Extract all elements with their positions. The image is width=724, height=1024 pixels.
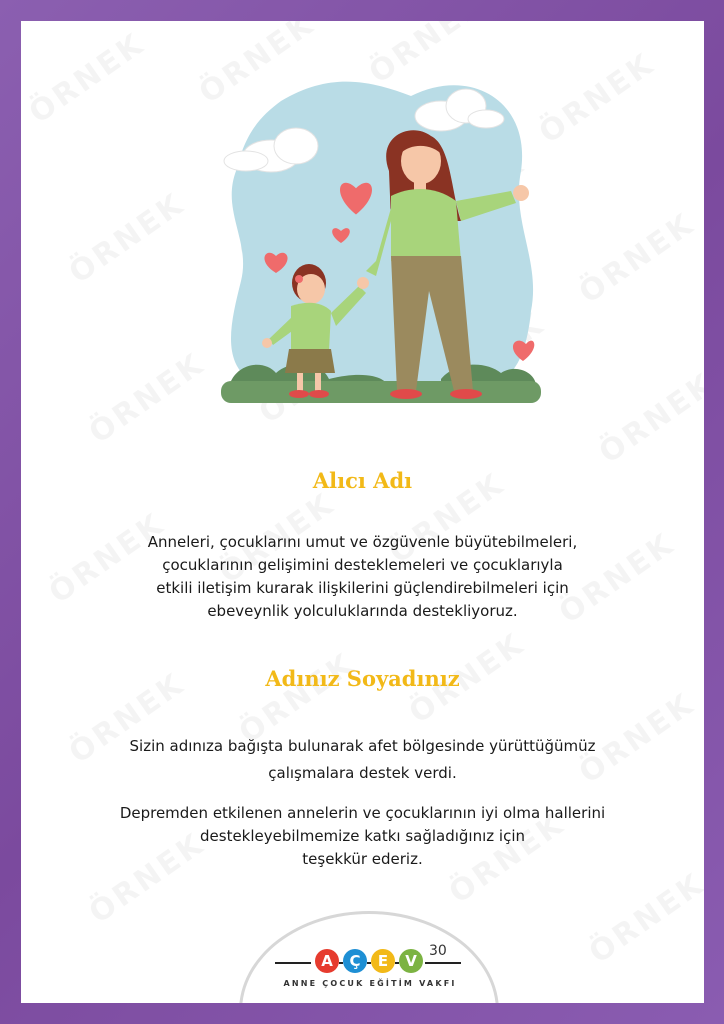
org-name: ANNE ÇOCUK EĞİTİM VAKFI [283,979,457,988]
certificate-card [21,21,704,1003]
acev-logo [275,943,465,999]
watermark-text [533,46,662,151]
recipient-name: Alıcı Adı [312,468,413,493]
intro-line: etkili iletişim kurarak ilişkilerini güçlendirebilmeleri için [156,579,569,597]
message-line: çalışmalara destek verdi. [268,764,457,782]
intro-paragraph [21,531,704,623]
donor-name: Adınız Soyadınız [265,666,460,691]
intro-line: Anneleri, çocuklarını umut ve özgüvenle büyütebilmeleri, [147,533,578,551]
mother-child-illustration [211,61,541,411]
message-line: Depremden etkilenen annelerin ve çocuklarının iyi olma hallerini [119,804,606,822]
logo-letter: E [371,949,395,973]
watermark-text [23,26,152,131]
logo-letter: A [315,949,339,973]
watermark-text [593,366,704,471]
logo-letter: V [399,949,423,973]
intro-line: ebeveynlik yolculuklarında destekliyoruz. [207,602,518,620]
watermark-text [63,186,192,291]
watermark-text [83,346,212,451]
message-line: teşekkür ederiz. [302,850,423,868]
watermark-text [583,866,704,971]
thanks-message [21,802,704,871]
message-line: Sizin adınıza bağışta bulunarak afet bölgesinde yürüttüğümüz [129,737,596,755]
intro-line: çocuklarının gelişimini desteklemeleri ve çocuklarıyla [162,556,563,574]
donation-message [21,733,704,787]
logo-letter: Ç [343,949,367,973]
message-line: destekleyebilmemize katkı sağladığınız için [200,827,525,845]
watermark-text [573,206,702,311]
logo-letters [275,943,465,977]
anniversary-badge: 30 [429,943,447,959]
